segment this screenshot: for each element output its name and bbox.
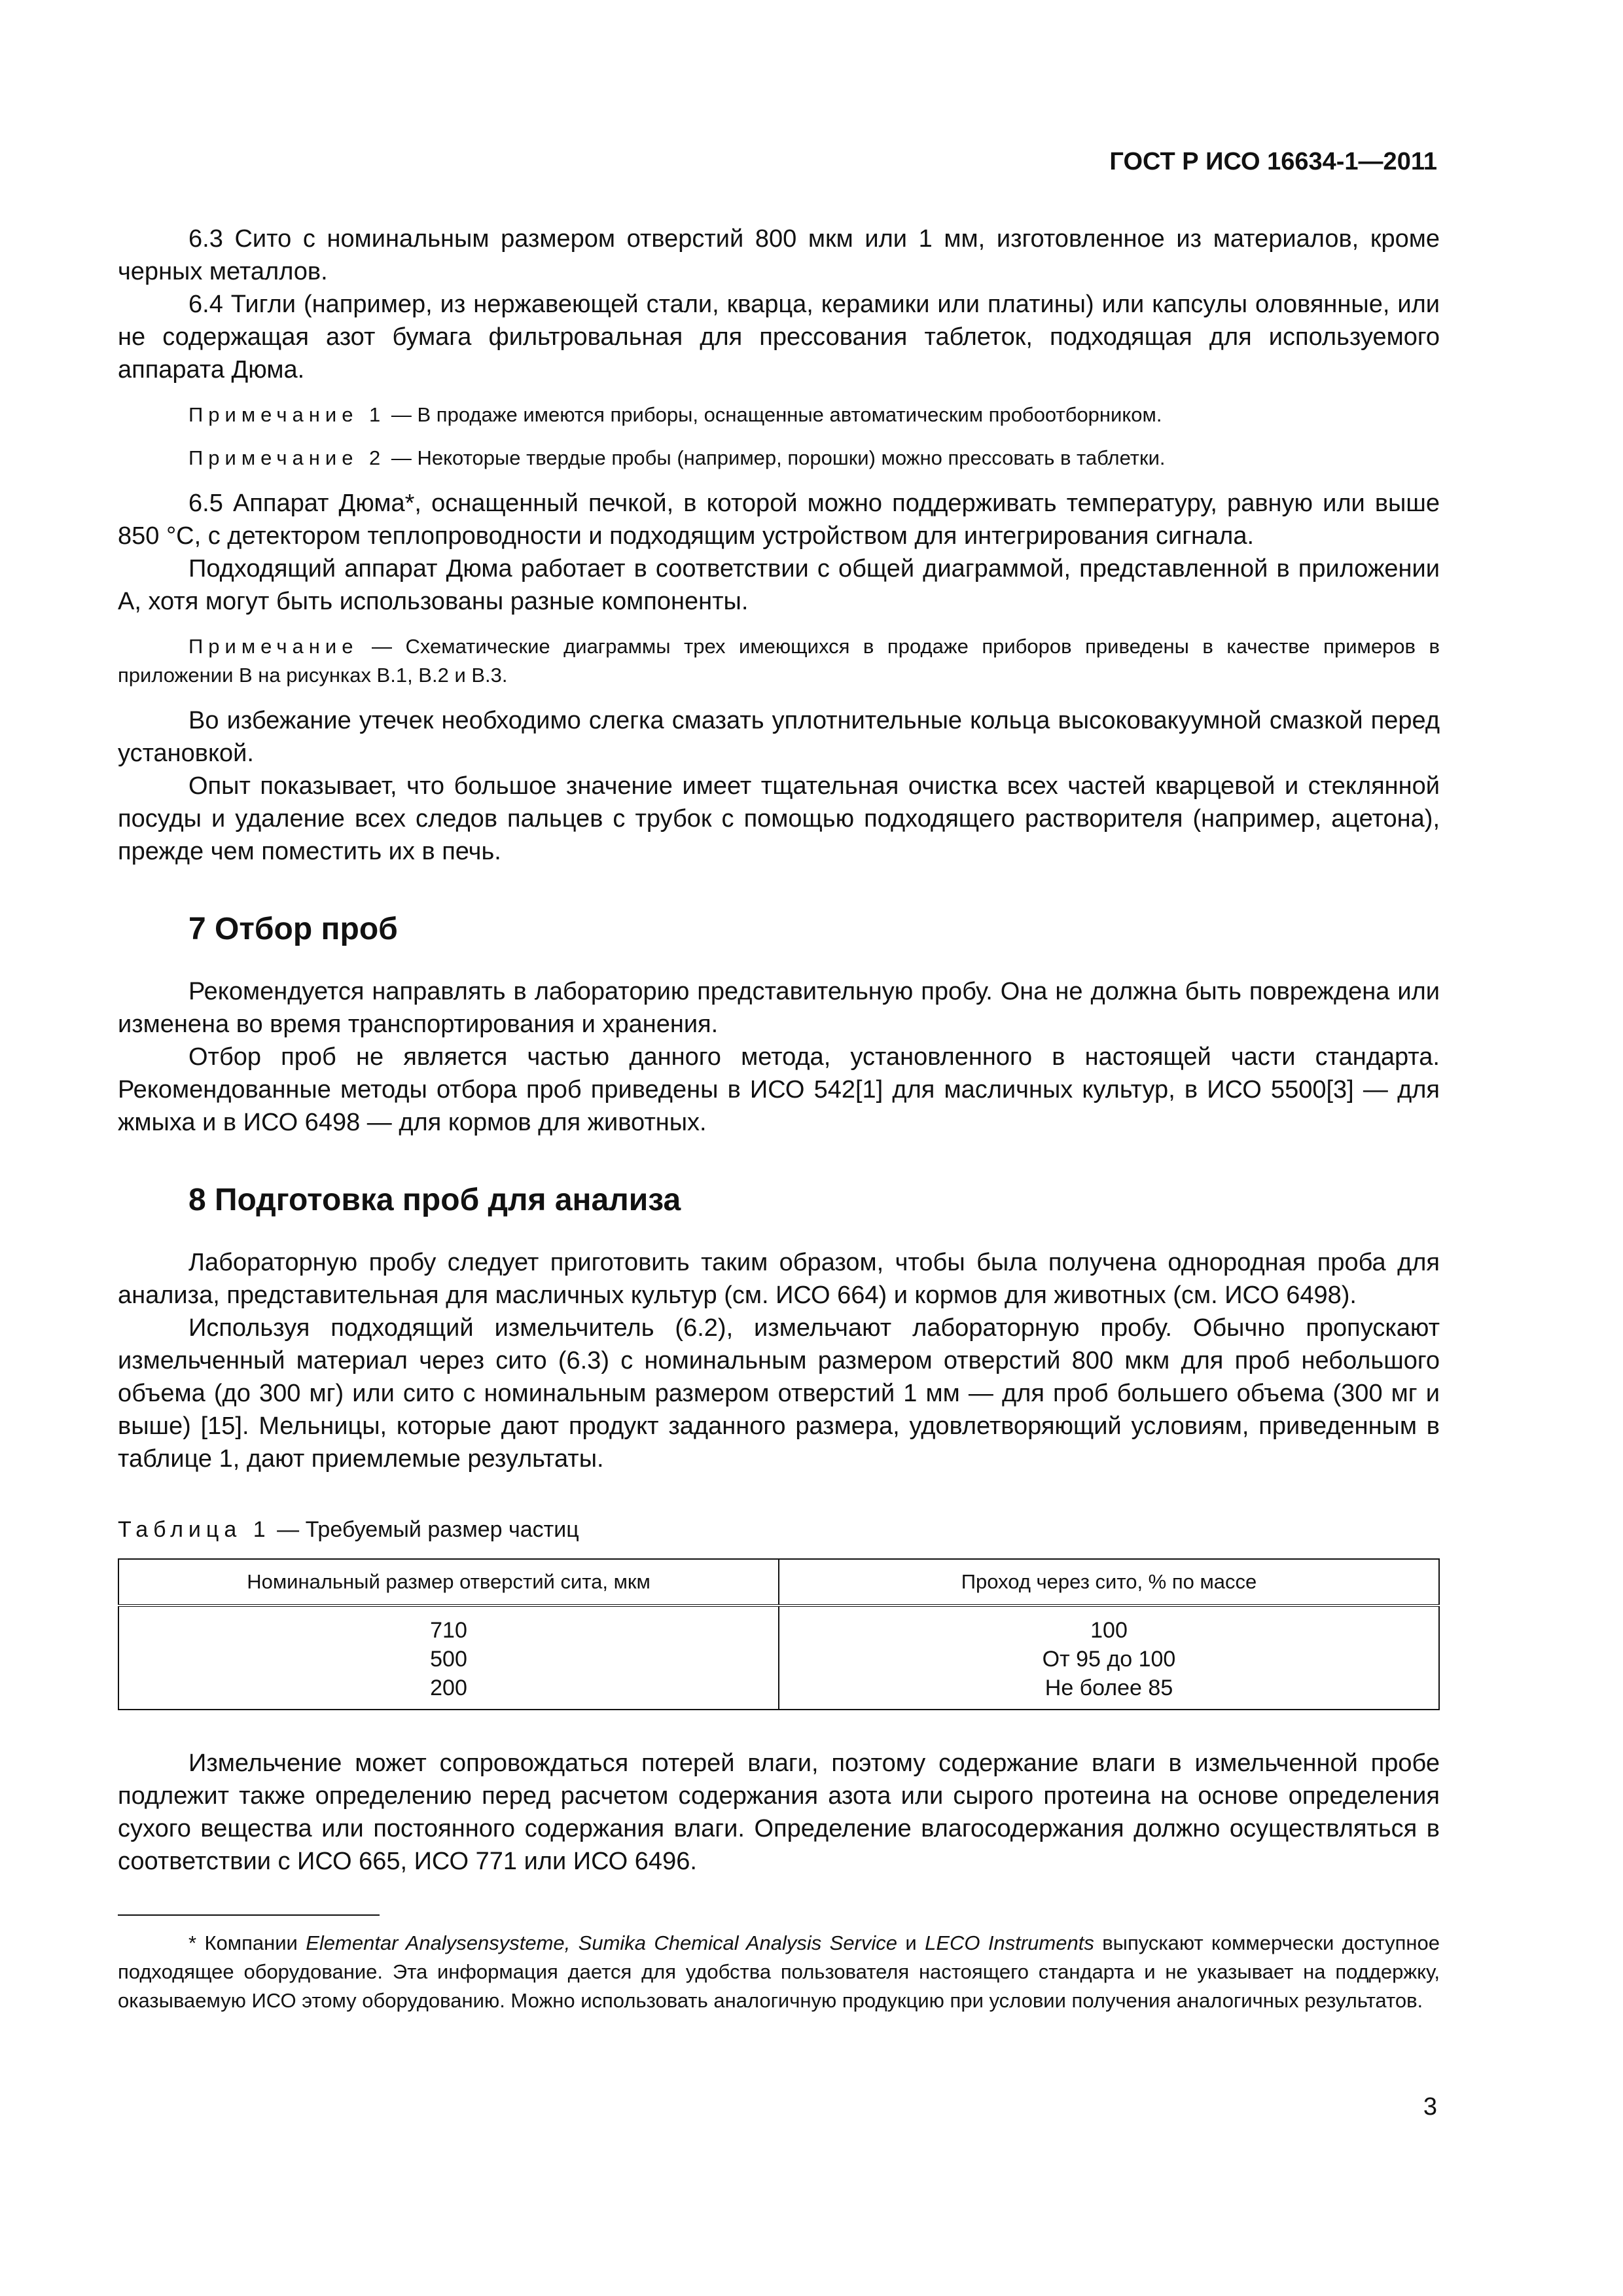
paragraph-6-4: 6.4 Тигли (например, из нержавеющей стали, кварца, керамики или платины) или капсулы оловянные, или не содержащая азот бумага фильтровальная для прессования таблеток, подходящая для используемого аппарата Дюма. [118,291,1440,384]
table-caption-label: Таблица 1 [118,1517,271,1542]
table-row [118,1605,1439,1710]
footnote-company-leco: LECO Instruments [925,1931,1094,1954]
paragraph-6-3: 6.3 Сито с номинальным размером отверстий 800 мкм или 1 мм, изготовленное из материалов, кроме черных металлов. [118,225,1440,285]
page-content [118,223,1440,2015]
footnote-divider [118,1914,380,1916]
note-text: — Схематические диаграммы трех имеющихся в продаже приборов приведены в качестве примеров в приложении В на рисунках В.1, В.2 и В.3. [118,635,1440,687]
note-2 [118,444,1440,473]
table-cell-sieve-size: 710 500 200 [118,1605,779,1710]
note-label: Примечание [188,635,359,658]
page-number: 3 [1423,2093,1437,2121]
section-7-paragraph: Отбор проб не является частью данного метода, установленного в настоящей части стандарта. Рекомендованные методы отбора проб приведены в ИСО 542[1] для масличных культур, в ИСО 5500[3] — для жмыха и в ИСО 6498 — для кормов для животных. [118,1043,1440,1136]
standard-header: ГОСТ Р ИСО 16634-1—2011 [1109,148,1437,175]
section-8-paragraph: Используя подходящий измельчитель (6.2), измельчают лабораторную пробу. Обычно пропускают измельченный материал через сито (6.3) с номинальным размером отверстий 800 мкм для проб небольшого объема (до 300 мг) или сито с номинальным размером отверстий 1 мм — для проб большего объема (300 мг и выше) [15]. Мельницы, которые дают продукт заданного размера, удовлетворяющий условиям, приведенным в таблице 1, дают приемлемые результаты. [118,1314,1440,1473]
table-header-cell: Проход через сито, % по массе [779,1559,1439,1605]
table-caption [118,1517,1440,1543]
footnote-marker: * [188,1931,197,1954]
table-caption-text: — Требуемый размер частиц [270,1517,579,1542]
section-7-heading: 7 Отбор проб [188,912,398,946]
section-7-paragraph: Рекомендуется направлять в лабораторию представительную пробу. Она не должна быть повреждена или изменена во время транспортирования и хранения. [118,978,1440,1038]
note-label: Примечание 1 [188,403,386,426]
particle-size-table [118,1558,1440,1710]
footnote-companies: Elementar Analysensysteme, Sumika Chemical Analysis Service [306,1931,898,1954]
note-text: — Некоторые твердые пробы (например, порошки) можно прессовать в таблетки. [385,446,1166,469]
paragraph-cleaning: Опыт показывает, что большое значение имеет тщательная очистка всех частей кварцевой и стеклянной посуды и удаление всех следов пальцев с трубок с помощью подходящего растворителя (например, ацетона), прежде чем поместить их в печь. [118,772,1440,865]
section-8-paragraph: Лабораторную пробу следует приготовить таким образом, чтобы была получена однородная проба для анализа, представительная для масличных культур (см. ИСО 664) и кормов для животных (см. ИСО 6498). [118,1249,1440,1309]
paragraph-leaks: Во избежание утечек необходимо слегка смазать уплотнительные кольца высоковакуумной смазкой перед установкой. [118,707,1440,767]
section-8-heading: 8 Подготовка проб для анализа [188,1183,681,1217]
paragraph-moisture: Измельчение может сопровождаться потерей влаги, поэтому содержание влаги в измельченной пробе подлежит также определению перед расчетом содержания азота или сырого протеина на основе определения сухого вещества или постоянного содержания влаги. Определение влагосодержания должно осуществляться в соответствии с ИСО 665, ИСО 771 или ИСО 6496. [118,1749,1440,1875]
paragraph-dumas: Подходящий аппарат Дюма работает в соответствии с общей диаграммой, представленной в приложении А, хотя могут быть использованы разные компоненты. [118,555,1440,615]
footnote: * Компании Elementar Analysensysteme, Sumika Chemical Analysis Service и LECO Instruments выпускают коммерчески доступное подходящее оборудование. Эта информация дается для удобства пользователя настоящего стандарта и не указывает на поддержку, оказываемую ИСО этому оборудованию. Можно использовать аналогичную продукцию при условии получения аналогичных результатов. [118,1931,1440,2012]
note-schematics [118,632,1440,690]
paragraph-6-5: 6.5 Аппарат Дюма*, оснащенный печкой, в которой можно поддерживать температуру, равную или выше 850 °С, с детектором теплопроводности и подходящим устройством для интегрирования сигнала. [118,490,1440,550]
note-1 [118,401,1440,429]
table-header-cell: Номинальный размер отверстий сита, мкм [118,1559,779,1605]
table-cell-pass-through: 100 От 95 до 100 Не более 85 [779,1605,1439,1710]
note-label: Примечание 2 [188,446,386,469]
note-text: — В продаже имеются приборы, оснащенные автоматическим пробоотборником. [385,403,1162,426]
table-header-row [118,1559,1439,1605]
